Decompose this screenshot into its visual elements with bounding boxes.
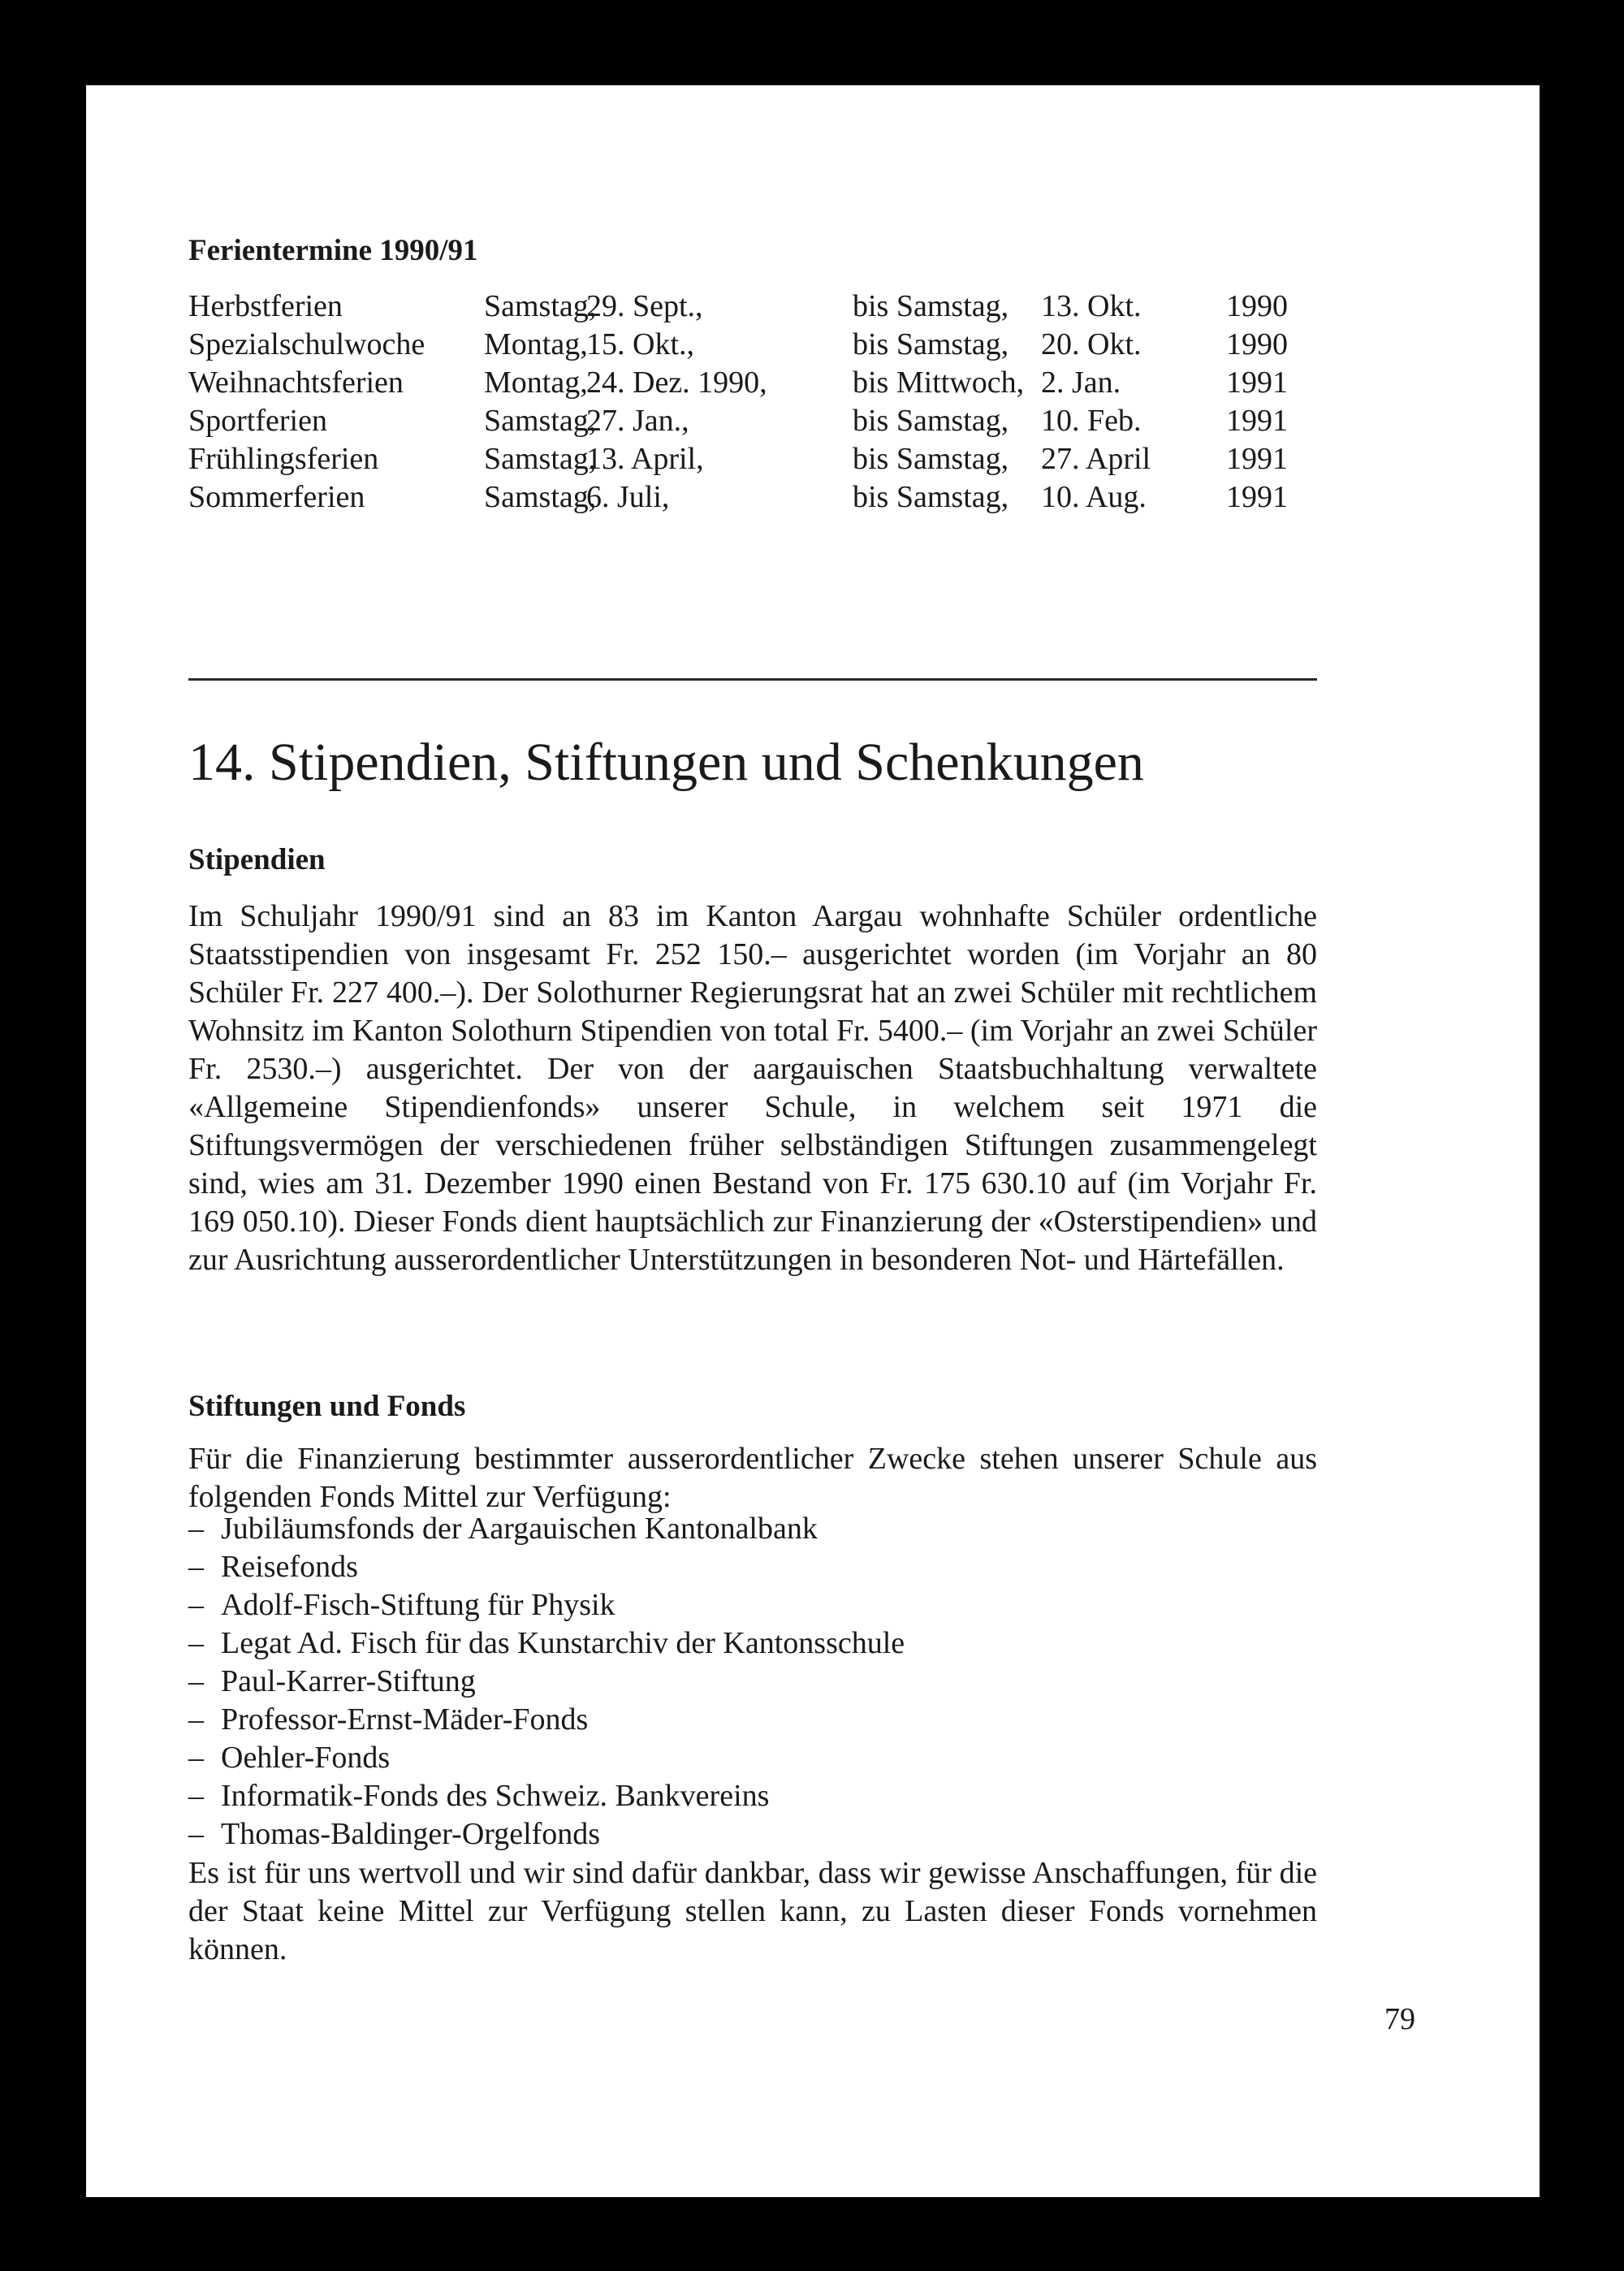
list-dash: – (188, 1702, 204, 1737)
end-day: bis Samstag, (853, 442, 1009, 476)
year: 1990 (1226, 327, 1288, 361)
stipendien-paragraph: Im Schuljahr 1990/91 sind an 83 im Kanton Aargau wohnhafte Schüler ordentliche Staatsstipendien von insgesamt Fr. 252 150.– ausgerichtet worden (im Vorjahr an 80 Schüler Fr. 227 400.–). Der Solothurner Regierungsrat hat an zwei Schüler mit rechtlichem Wohnsitz im Kanton Solothurn Stipendien von total Fr. 5400.– (im Vorjahr an zwei Schüler Fr. 2530.–) ausgerichtet. Der von der aargauischen Staatsbuchhaltung verwaltete «Allgemeine Stipendienfonds» unserer Schule, in welchem seit 1971 die Stiftungsvermögen der verschiedenen früher selbständigen Stiftungen zusammengelegt sind, wies am 31. Dezember 1990 einen Bestand von Fr. 175 630.10 auf (im Vorjahr Fr. 169 050.10). Dieser Fonds dient hauptsächlich zur Finanzierung der «Osterstipendien» und zur Ausrichtung ausserordentlicher Unterstützungen in besonderen Not- und Härtefällen. (188, 899, 1317, 1277)
stipendien-heading: Stipendien (188, 843, 326, 876)
list-item-text: Informatik-Fonds des Schweiz. Bankvereins (221, 1779, 770, 1813)
page-number: 79 (1384, 2002, 1415, 2036)
end-day: bis Mittwoch, (853, 366, 1025, 400)
start-date: 6. Juli, (586, 480, 670, 514)
start-day: Samstag, (484, 442, 597, 476)
end-date: 13. Okt. (1041, 289, 1142, 323)
holiday-name: Sportferien (188, 404, 327, 438)
end-date: 20. Okt. (1041, 327, 1142, 361)
list-item-text: Reisefonds (221, 1550, 358, 1584)
year: 1991 (1226, 480, 1288, 514)
chapter-divider (188, 678, 1317, 681)
end-day: bis Samstag, (853, 404, 1009, 438)
year: 1991 (1226, 442, 1288, 476)
list-item-text: Jubiläumsfonds der Aargauischen Kantonalbank (221, 1512, 818, 1546)
list-item-text: Thomas-Baldinger-Orgelfonds (221, 1817, 601, 1851)
end-date: 27. April (1041, 442, 1151, 476)
start-day: Samstag, (484, 404, 597, 438)
stiftungen-intro: Für die Finanzierung bestimmter ausserordentlicher Zwecke stehen unserer Schule aus folgenden Fonds Mittel zur Verfügung: (188, 1442, 1317, 1514)
end-day: bis Samstag, (853, 289, 1009, 323)
start-date: 29. Sept., (586, 289, 703, 323)
list-dash: – (188, 1626, 204, 1660)
holiday-name: Herbstferien (188, 289, 343, 323)
list-item-text: Oehler-Fonds (221, 1741, 391, 1775)
start-day: Montag, (484, 366, 588, 400)
list-dash: – (188, 1550, 204, 1584)
stiftungen-heading: Stiftungen und Fonds (188, 1390, 466, 1423)
holiday-name: Frühlingsferien (188, 442, 379, 476)
list-dash: – (188, 1588, 204, 1622)
stiftungen-closing: Es ist für uns wertvoll und wir sind dafür dankbar, dass wir gewisse Anschaffungen, für die der Staat keine Mittel zur Verfügung stellen kann, zu Lasten dieser Fonds vornehmen können. (188, 1856, 1317, 1966)
list-dash: – (188, 1779, 204, 1813)
holiday-name: Sommerferien (188, 480, 365, 514)
holiday-name: Spezialschulwoche (188, 327, 425, 361)
holiday-name: Weihnachtsferien (188, 366, 404, 400)
start-day: Montag, (484, 327, 588, 361)
year: 1990 (1226, 289, 1288, 323)
list-item-text: Legat Ad. Fisch für das Kunstarchiv der Kantonsschule (221, 1626, 905, 1660)
document-page (86, 85, 1540, 2197)
list-item-text: Professor-Ernst-Mäder-Fonds (221, 1702, 589, 1737)
start-day: Samstag, (484, 289, 597, 323)
end-date: 10. Feb. (1041, 404, 1142, 438)
start-date: 15. Okt., (586, 327, 694, 361)
list-item-text: Adolf-Fisch-Stiftung für Physik (221, 1588, 615, 1622)
list-dash: – (188, 1664, 204, 1698)
list-dash: – (188, 1817, 204, 1851)
list-item-text: Paul-Karrer-Stiftung (221, 1664, 476, 1698)
start-date: 13. April, (586, 442, 704, 476)
list-dash: – (188, 1512, 204, 1546)
chapter-title: 14. Stipendien, Stiftungen und Schenkungen (188, 733, 1144, 793)
end-day: bis Samstag, (853, 327, 1009, 361)
year: 1991 (1226, 366, 1288, 400)
list-dash: – (188, 1741, 204, 1775)
end-date: 10. Aug. (1041, 480, 1147, 514)
end-day: bis Samstag, (853, 480, 1009, 514)
year: 1991 (1226, 404, 1288, 438)
start-date: 27. Jan., (586, 404, 689, 438)
start-day: Samstag, (484, 480, 597, 514)
start-date: 24. Dez. 1990, (586, 366, 767, 400)
end-date: 2. Jan. (1041, 366, 1121, 400)
ferientermine-heading: Ferientermine 1990/91 (188, 234, 478, 267)
